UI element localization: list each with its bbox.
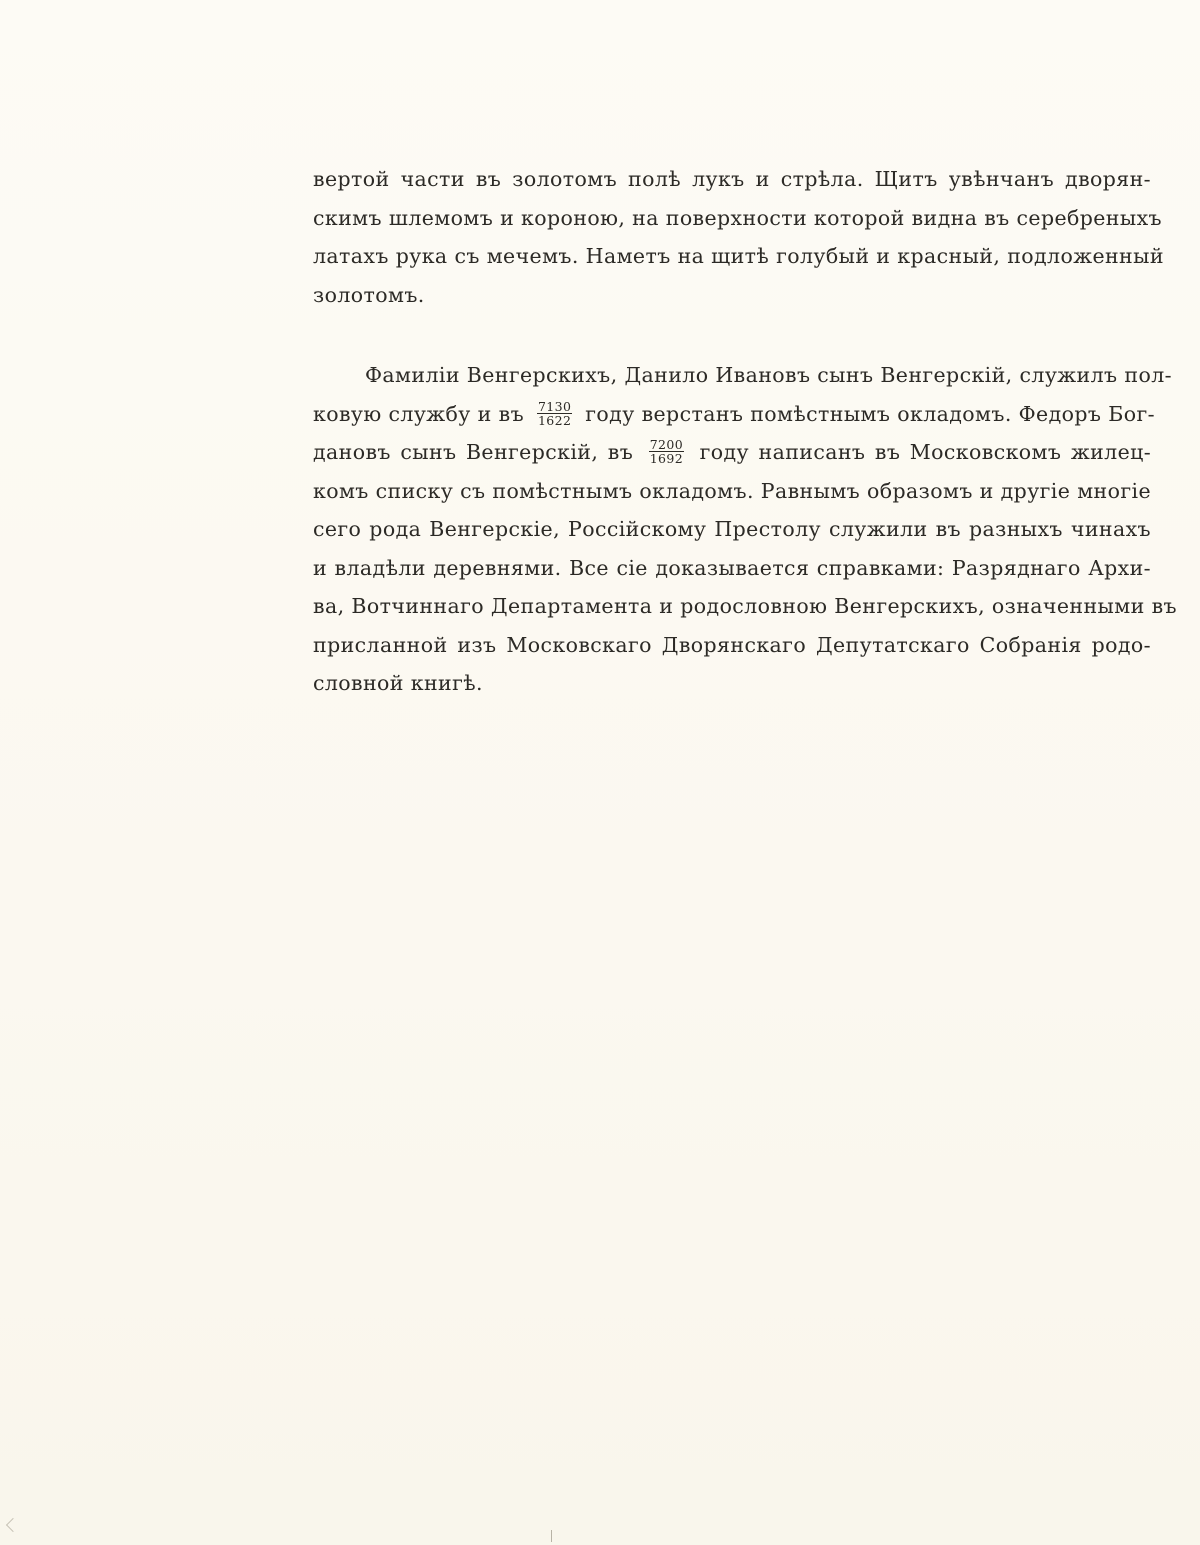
fraction-numerator: 7200 [649,437,684,452]
text-line: латахъ рука съ мечемъ. Наметъ на щитѣ голубый и красный, подложенный [313,244,1164,268]
text-line: и владѣли деревнями. Все сіе доказывается справками: Разряднаго Архи- [313,555,1151,580]
text-line: сего рода Венгерскіе, Россійскому Престолу служили въ разныхъ чинахъ [313,517,1151,541]
text-line: присланной изъ Московскаго Дворянскаго Депутатскаго Собранія родо- [313,632,1151,657]
fraction-denominator: 1692 [649,451,684,466]
fraction-denominator: 1622 [537,412,572,428]
text-segment: году написанъ въ Московскомъ жилец- [699,440,1152,464]
text-line: скимъ шлемомъ и короною, на поверхности которой видна въ серебреныхъ [313,205,1162,230]
page-fold-mark [551,1530,552,1542]
text-line: ва, Вотчиннаго Департамента и родословною Венгерскихъ, означенными въ [313,594,1177,618]
text-block [313,160,1177,703]
year-fraction [649,438,684,465]
page-corner-mark [6,1518,20,1532]
text-segment: дановъ сынъ Венгерскій, въ [313,440,634,464]
fraction-numerator: 7130 [537,398,572,414]
year-fraction [537,400,572,427]
text-line: словной книгѣ. [313,671,483,695]
text-line: Фамиліи Венгерскихъ, Данило Ивановъ сынъ Венгерскій, служилъ пол- [365,363,1172,387]
text-segment: году верстанъ помѣстнымъ окладомъ. Федоръ Бог- [585,401,1155,426]
text-line-with-fraction [313,433,1151,472]
paragraph-gap [313,314,1151,356]
text-line-with-fraction [313,395,1155,434]
text-line: вертой части въ золотомъ полѣ лукъ и стрѣла. Щитъ увѣнчанъ дворян- [313,167,1151,191]
text-line: золотомъ. [313,282,425,307]
text-line: комъ списку съ помѣстнымъ окладомъ. Равнымъ образомъ и другіе многіе [313,478,1151,503]
text-segment: ковую службу и въ [313,401,525,426]
